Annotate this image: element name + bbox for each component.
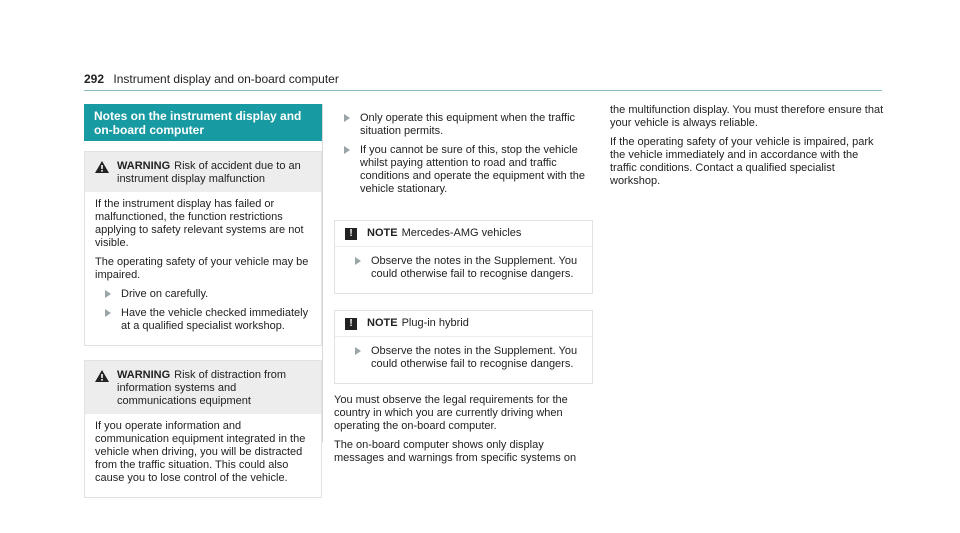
note-text: Plug-in hybrid [401, 317, 469, 329]
exclamation-square-icon: ! [345, 228, 357, 240]
warning-body [85, 192, 321, 333]
warning-text: Risk of distraction from information systems and communications equipment [117, 369, 287, 407]
warning-header [85, 152, 321, 192]
bullet-text: If you cannot be sure of this, stop the vehicle whilst paying attention to road and traffic conditions and operate the equipment with the vehicle stationary. [360, 144, 586, 195]
warning-box-display [84, 151, 322, 346]
warning-body [85, 414, 321, 485]
body-paragraph: the multifunction display. You must therefore ensure that your vehicle is always reliable. [610, 104, 884, 129]
column-3 [610, 104, 885, 194]
column-1 [84, 104, 322, 498]
list-item [105, 288, 311, 301]
bullet-text: Only operate this equipment when the traffic situation permits. [360, 112, 576, 137]
exclamation-square-icon: ! [345, 318, 357, 330]
note-label: NOTE [367, 227, 398, 239]
list-item [344, 144, 593, 196]
warning-paragraph: If you operate information and communication equipment integrated in the vehicle when driving, you will be distracted from the traffic situation. This could also cause you to lose control of the vehicle. [95, 420, 306, 484]
arrow-right-icon [105, 309, 111, 317]
note-header [335, 221, 592, 247]
body-paragraph: The on-board computer shows only display messages and warnings from specific systems on [334, 439, 577, 464]
arrow-right-icon [344, 114, 350, 122]
warning-text: Risk of accident due to an instrument display malfunction [117, 160, 301, 185]
note-text: Mercedes-AMG vehicles [401, 227, 522, 239]
warning-header [85, 361, 321, 414]
page-number: 292 [84, 72, 105, 86]
body-paragraph: If the operating safety of your vehicle is impaired, park the vehicle immediately and in accordance with the traffic conditions. Contact a qualified specialist workshop. [610, 136, 874, 187]
list-item [344, 112, 593, 138]
bullet-text: Have the vehicle checked immediately at a qualified specialist workshop. [121, 307, 309, 332]
list-item [355, 345, 582, 371]
warning-box-distraction [84, 360, 322, 498]
note-label: NOTE [367, 317, 398, 329]
arrow-right-icon [344, 146, 350, 154]
arrow-right-icon [355, 257, 361, 265]
warning-paragraph: The operating safety of your vehicle may be impaired. [95, 256, 309, 281]
arrow-right-icon [105, 290, 111, 298]
warning-triangle-icon [95, 161, 109, 173]
column-2 [334, 104, 593, 465]
note-header [335, 311, 592, 337]
page-header [84, 72, 882, 91]
arrow-right-icon [355, 347, 361, 355]
note-body [335, 337, 592, 383]
list-item [105, 307, 311, 333]
bullet-text: Observe the notes in the Supplement. You could otherwise fail to recognise dangers. [371, 255, 578, 280]
warning-triangle-icon [95, 370, 109, 382]
bullet-text: Observe the notes in the Supplement. You could otherwise fail to recognise dangers. [371, 345, 578, 370]
warning-label: WARNING [117, 160, 171, 172]
section-title: Notes on the instrument display and on-board computer [84, 104, 322, 141]
note-body [335, 247, 592, 293]
header-title: Instrument display and on-board computer [113, 72, 339, 86]
body-paragraph: You must observe the legal requirements for the country in which you are currently driving when operating the on-board computer. [334, 394, 568, 432]
warning-label: WARNING [117, 369, 171, 381]
list-item [355, 255, 582, 281]
continued-instructions [334, 104, 593, 208]
note-box-hybrid [334, 310, 593, 384]
column-divider [322, 104, 323, 442]
warning-paragraph: If the instrument display has failed or malfunctioned, the function restrictions applying to safety relevant systems are not visible. [95, 198, 304, 249]
note-box-amg [334, 220, 593, 294]
bullet-text: Drive on carefully. [121, 288, 209, 300]
